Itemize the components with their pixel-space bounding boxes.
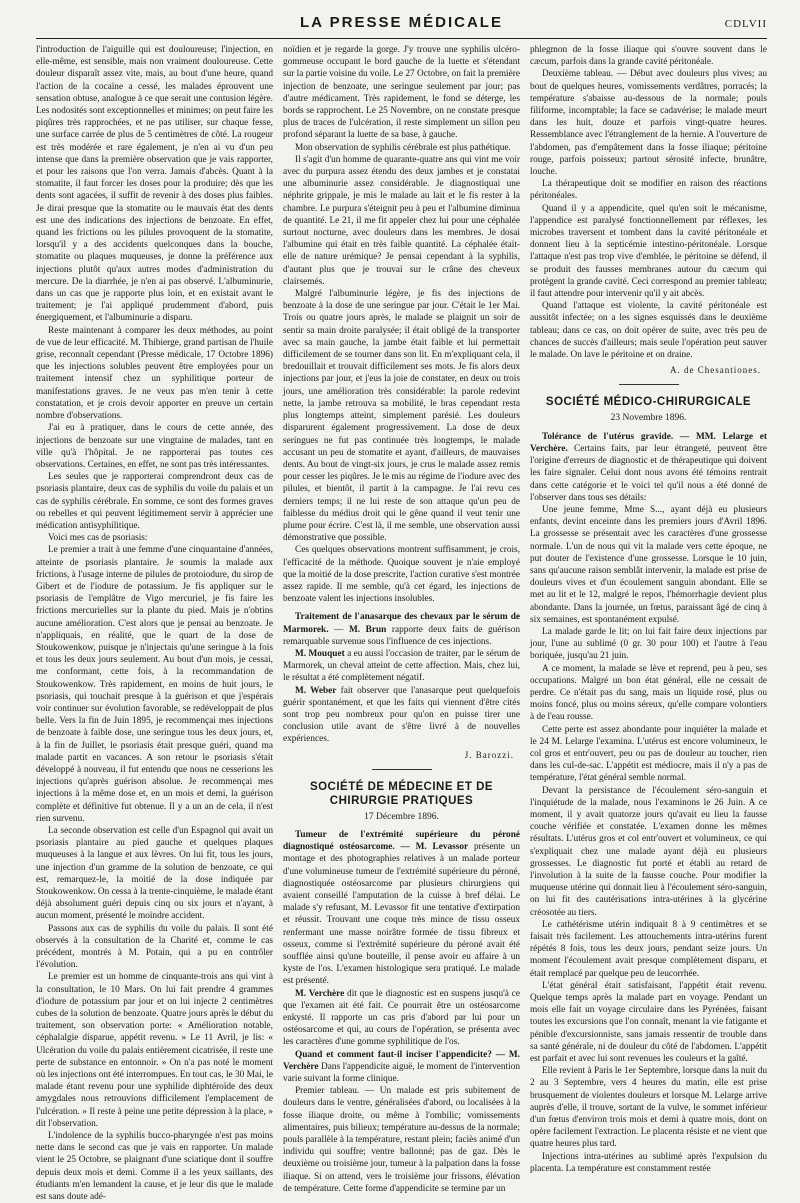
paragraph: Le cathétérisme utérin indiquait 8 à 9 centimètres et se faisait très facilement. Les attouchements intra-utérins furent répétés 8 fois, tous les deux jours, pendant seize jours. Un moment l'écoulement avait presque complètement disparu, et était remplacé par quelque peu de leucorrhée. (530, 919, 767, 979)
paragraph: Il s'agit d'un homme de quarante-quatre ans qui vint me voir avec du purpura assez étendu des deux jambes et je constatai une albuminurie assez considérable. Je diagnostiquai une néphrite grippale, je mis le malade au lait et le fis rester à la chambre. Le purpura s'éteignit peu à peu et l'albumine diminua de quantité. Le 21, il me fit appeler chez lui pour une céphalée surtout nocturne, avec douleurs dans les membres. Je dosai l'albumine qui était en très faible quantité. La céphalée était-elle de nature urémique? Je pensai cependant à la syphilis, d'autant plus que je trouvai sur le crâne des cheveux clairsemés. (283, 154, 520, 287)
paragraph: phlegmon de la fosse iliaque qui s'ouvre souvent dans le cæcum, parfois dans la grande cavité péritonéale. (530, 45, 767, 68)
page-number: CDLVII (724, 18, 767, 30)
item-speaker: — M. Verchère (283, 1049, 520, 1072)
paragraph: Cette perte est assez abondante pour inquiéter la malade et le 24 M. Lelarge l'examina. L'utérus est encore volumineux, le col gros et entr'ouvert, peu ou pas de douleur au toucher, rien dans les cul-de-sac. L'appétit est médiocre, mais il n'y a pas de température, l'état général semble normal. (530, 724, 767, 784)
report-item (283, 648, 520, 685)
report-item (283, 829, 520, 988)
paragraph: Le premier est un homme de cinquante-trois ans qui vint à la consultation, le 10 Mars. On lui fait prendre 4 grammes d'iodure de potassium par jour et on lui injecte 2 centimètres cubes de la solution de benzoate. Quatre jours après le début du traitement, son observation porte: « Amélioration notable, céphalalgie disparue, appétit revenu. » Le 11 Avril, je lis: « Ulcération du voile du palais entièrement cicatrisée, il reste une perte de substance en entonnoir. » On n'a pas noté le moment où les injections ont été interrompues. En tout cas, le 30 Mai, le malade étant revenu pour une syphilide diphtéroïde des deux amygdales nous retrouvions difficilement l'emplacement de l'ulcération. » Il reste à peine une petite dépression à la place, » dit l'observation. (36, 972, 273, 1129)
article-columns (36, 44, 767, 1203)
report-item (530, 431, 767, 504)
paragraph: La seconde observation est celle d'un Espagnol qui avait un psoriasis plantaire au pied gauche et quelques plaques muqueuses à la langue et aux lèvres. On lui fit, tous les jours, une injection d'un gramme de la solution de benzoate, ce qui est, remarquez-le, la moitié de la dose indiquée par Stoukowenkow. On cessa à la trente-cinquième, le malade étant déjà absolument guéri depuis cinq ou six jours et n'ayant, à aucun moment, présenté le moindre accident. (36, 826, 273, 922)
paragraph: J'ai eu à pratiquer, dans le cours de cette année, des injections de benzoate sur une vingtaine de malades, tant en ville qu'à l'hôpital. Je ne rapporterai pas toutes ces observations. Certaines, en effet, ne sont pas très intéressantes. (36, 423, 273, 470)
section-date: 17 Décembre 1896. (364, 811, 439, 822)
item-speaker: — MM. Lelarge et Verchère. (530, 431, 767, 454)
item-speaker: M. Weber (295, 685, 337, 696)
paragraph: La thérapeutique doit se modifier en raison des réactions péritonéales. (530, 179, 767, 202)
item-text: Certains faits, par leur étrangeté, peuvent être l'origine d'erreurs de diagnostic et de thérapeutique qui doivent les faire signaler. Celui dont nous avons été témoins rentrait dans cette catégorie et le voici tel qu'il nous a été donné de l'observer dans tous ses détails: (530, 443, 767, 503)
paragraph: Le premier a trait à une femme d'une cinquantaine d'années, atteinte de psoriasis plantaire. Je soumis la malade aux frictions, à l'usage interne de pilules de protoiodure, du sirop de Gibert et de l'iodure de potassium. Je fis appliquer sur le psoriasis de l'emplâtre de Vigo mercuriel, je fis faire les frictions mercurielles sur la plante du pied. Mais je n'obtins aucune amélioration. C'est alors que je pensai au benzoate. Je n'appliquais, en réalité, que le quart de la dose de Stoukowenkow, puisque je n'injectais qu'une seringue à la fois et tous les deux jours seulement. Au bout d'un mois, je cessai, me conformant, cette fois, à la recommandation de Stoukowenkow. Très rapidement, en moins de huit jours, le psoriasis, qui touchait presque à la guérison et que j'espérais voir continuer sur évolution favorable, se redéveloppait de plus belle. Vers la fin de Juin 1895, je recommençai mes injections de benzoate à faible dose, une seringue tous les deux jours, et, à la fin de Juillet, le psoriasis était presque guéri, quand ma malade partit en vacances. A son retour le psoriasis s'était développé à nouveau, il fut entendu que nous ne cesserions les injections qu'après guérison absolue. Je recommençai mes injections à la même dose et, en un mois et demi, la guérison complète et définitive fut obtenue. Il y a un an de cela, il n'est rien survenu. (36, 545, 273, 824)
item-text: Dans l'appendicite aiguë, le moment de l'intervention varie suivant la forme clinique. (283, 1061, 521, 1085)
paragraph: Ces quelques observations montrent suffisamment, je crois, l'efficacité de la méthode. Quoique souvent je n'aie employé que la moitié de la dose prescrite, l'action curative s'est montrée assez rapide. Il me semble, qu'à cet égard, les injections de benzoate valent les injections insolubles. (283, 545, 520, 605)
paragraph: Les seules que je rapporterai comprendront deux cas de psoriasis plantaire, deux cas de syphilis du voile du palais et un cas de syphilis cérébrale. En somme, ce sont des formes graves ou rebelles et qui peuvent légitimement servir à apprécier une médication antisyphilitique. (36, 472, 273, 531)
item-text: dit que le diagnostic est en suspens jusqu'à ce que l'examen ait été fait. Ce pourrait être un ostéosarcome enkysté. Il rapporte un cas pris d'abord par lui pour un ostéosarcome et qui, au cours de l'opération, se présenta avec les caractères d'une gomme syphilitique de l'os. (283, 988, 521, 1048)
paragraph: Passons aux cas de syphilis du voile du palais. Il sont été observés à la consultation de la Charité et, comme le cas précédent, montrés à M. Potain, qui a pu en contrôler l'évolution. (36, 923, 273, 971)
paragraph: Mon observation de syphilis cérébrale est plus pathétique. (295, 142, 511, 153)
author-signature: J. Barozzi. (464, 749, 514, 760)
column-2 (283, 44, 521, 1194)
item-speaker: M. Mouquet (295, 648, 345, 659)
paragraph: Quand l'attaque est violente, la cavité péritonéale est aussitôt infectée; on a les signes esquissés dans le deuxième tableau; dans ce cas, on doit opérer de suite, avec très peu de chances de succès d'ailleurs; mais seule l'opération peut sauver le malade. On lave le péritoine et on draine. (530, 301, 767, 361)
item-text: a eu aussi l'occasion de traiter, par le sérum de Marmorek, un cheval atteint de cette affection. Mais, chez lui, le résultat a été complètement négatif. (283, 648, 520, 684)
page-header (36, 12, 767, 39)
report-item (283, 1049, 520, 1086)
paragraph: Deuxième tableau. — Début avec douleurs plus vives; au bout de quelques heures, vomissements verdâtres, porracés; la température s'abaisse au-dessous de la normale; pouls filiforme, incomptable; la face se cadavérise; le malade meurt dans les huit, douze et parfois vingt-quatre heures. Ressemblance avec l'étranglement de la hernie. A l'ouverture de l'abdomen, pas d'empâtement dans la fosse iliaque; péritoine rouge, parfois poisseux; partout sérosité infecte, brunâtre, louche. (530, 69, 767, 178)
paragraph: Quand il y a appendicite, quel qu'en soit le mécanisme, l'appendice est paralysé fonctionnellement par réflexes, les microbes traversent et tombent dans la cavité péritonéale et donnent lieu à la septicémie intestino-péritonéale. Lorsque l'attaque n'est pas trop vive d'emblée, le péritoine se défend, il se produit des fausses membranes autour du cæcum qui protègent la grande cavité. Ceci correspond au premier tableau; il faut attendre pour intervenir qu'il y ait abcès. (530, 203, 767, 300)
author-signature: A. de Chesantiones. (670, 365, 761, 376)
item-title: Tumeur de l'extrémité supérieure du péroné diagnostiqué ostéosarcome. (283, 829, 520, 853)
paragraph: l'introduction de l'aiguille qui est douloureuse; l'injection, en elle-même, est sensible, mais non vraiment douloureuse. Cette douleur disparaît assez vite, mais, au bout d'une heure, quand l'action de la cocaïne a cessé, les malades éprouvent une sensation obtuse, analogue à ce que serait une contusion légère. Les nodosités sont exceptionnelles et minimes; on peut faire les piqûres très rapprochées, et ne pas utiliser, sur chaque fesse, une surface carrée de plus de 5 centimètres de côté. La rougeur est très modérée et rare également, je n'en ai vu d'un peu intense que dans la première observation que je vais rapporter, et pour les raisons que l'on verra. Jamais d'abcès. Quant à la stomatite, il faut forcer les doses pour la produire; dès que les dents sont agacées, il suffit de revenir à des doses plus faibles. Je dirai presque que la stomatite ou le mauvais état des dents est une des indications des injections de benzoate. En effet, quand les frictions ou les pilules provoquent de la stomatite, lorsqu'il y a des accidents quelconques dans la bouche, stomatite ou plaques muqueuses, je donne la préférence aux injections plutôt qu'aux autres modes d'administration du mercure. De la diarrhée, je n'en ai pas observé. L'albuminurie, dans un cas que je rapporte plus loin, et en existait avant le traitement; je l'ai appliqué prudemment d'abord, puis énergiquement, et l'albuminurie a disparu. (36, 45, 273, 324)
section-heading: SOCIÉTÉ MÉDICO-CHIRURGICALE (545, 396, 752, 409)
paragraph: L'état général était satisfaisant, l'appétit était revenu. Quelque temps après la malade part en voyage. Pendant un mois elle fait un voyage circulaire dans les Pyrénées, faisant toutes les excursions que l'on connaît, menant la vie fatigante et pénible d'excursionniste, sans jamais ressentir de trouble dans sa santé générale, ni de douleur du côté de l'abdomen. L'appétit est parfait et avec lui sont revenues les couleurs et la gaîté. (530, 980, 767, 1065)
paragraph: Reste maintenant à comparer les deux méthodes, au point de vue de leur efficacité. M. Thibierge, grand partisan de l'huile grise, reconnaît cependant (Presse médicale, 17 Octobre 1896) que les injections solubles peuvent être employées pour un traitement intensif chez un syphilitique porteur de manifestations graves. Je ne veux pas m'en tenir à cette constatation, et je crois devoir apporter en preuve un certain nombre d'observations. (36, 325, 273, 422)
paragraph: Une jeune femme, Mme S..., ayant déjà eu plusieurs enfants, devint enceinte dans les premiers jours d'Avril 1896. La grossesse se présentait avec les caractères d'une grossesse normale. L'un de nous qui vit la malade vers cette époque, ne put douter de l'existence d'une grossesse. Lorsque le 10 juin, sans qu'aucune raison semblât intervenir, la malade est prise de douleurs vives et d'un écoulement sanguin abondant. Elle se met au lit et le 12, malgré le repos, l'hémorrhagie devient plus abondante. Dans la journée, un fœtus, paraissant âgé de cinq à six semaines, est spontanément expulsé. (530, 504, 767, 625)
paragraph: Injections intra-utérines au sublimé après l'expulsion du placenta. La température est constamment restée (530, 1151, 767, 1174)
paragraph: Malgré l'albuminurie légère, je fis des injections de benzoate à la dose de une seringue par jour. C'était le 1er Mai. Trois ou quatre jours après, le malade se plaignit un soir de sentir sa main droite paralysée; il était obligé de la transporter avec sa main gauche, la jambe était faible et lui permettait difficilement de se tourner dans son lit. En m'expliquant cela, il bredouillait et trouvait difficilement ses mots. Je fis alors deux injections par jour, et j'eus la joie de constater, en deux ou trois jours, une amélioration très considérable: la parole redevint nette, la jambe retrouva sa mobilité, le bras cependant resta plus longtemps atteint, simplement parésié. Les douleurs disparurent également progressivement. La dose de deux seringues ne fut pas continuée très longtemps, le malade accusant un peu de stomatite et ayant, d'ailleurs, de mauvaises dents. Au bout de vingt-six jours, je crus le malade assez remis pour cesser les piqûres. Je le mis au régime de l'iodure avec des pilules, et bientôt, il partit à la campagne. Je l'ai revu ces derniers temps; il ne lui reste de son attaque qu'un peu de faiblesse du médius droit qui le gêne quand il veut tenir une plume pour écrire. C'est là, il me semble, une observation aussi démonstrative que possible. (283, 289, 520, 544)
paragraph: L'indolence de la syphilis bucco-pharyngée n'est pas moins nette dans le second cas que je vais en rapporter. Un malade vient le 25 Octobre, se plaignant d'une sciatique dont il souffre depuis deux mois et demi. Comme il a les yeux saillants, des étudiants m'en lemandent la cause, et je leur dis que le malade est sans doute adé- (36, 1131, 273, 1203)
paragraph: Elle revient à Paris le 1er Septembre, lorsque dans la nuit du 2 au 3 Septembre, vers 4 heures du matin, elle est prise brusquement de violentes douleurs et lorsque M. Lelarge arrive auprès d'elle, il trouve, sortant de la vulve, le sommet inférieur d'un fœtus d'environ trois mois et demi à quatre mois, dont on opère facilement l'extraction. Le placenta résiste et ne vient que quatre heures plus tard. (530, 1066, 767, 1150)
column-3 (530, 44, 767, 1174)
item-speaker: — M. Levassor (400, 842, 469, 853)
item-text: fait observer que l'anasarque peut quelquefois guérir spontanément, et que les faits qui viennent d'être cités sont trop peu nombreux pour qu'on en puisse tirer une conclusion utile avant de s'être livré à de nouvelles expériences. (283, 685, 521, 745)
section-divider (619, 384, 679, 385)
report-item (283, 685, 520, 746)
paragraph: La malade garde le lit; on lui fait faire deux injections par jour, l'une au sublimé (0 gr. 30 pour 100) et l'autre à l'eau boriquée, jusqu'au 21 juin. (530, 626, 767, 662)
item-speaker: M. Verchère (295, 988, 345, 999)
item-text: présente un montage et des photographies relatives à un malade porteur d'une volumineuse tumeur de l'extrémité supérieure du péroné, diagnostiquée ostéosarcome par plusieurs chirurgiens qui avaient conseillé l'amputation de la cuisse à bref délai. Le malade s'y refusant, M. Levassor fit une tentative d'extirpation et réussit. Trouvant une coque très mince de tissu osseux renfermant une masse noirâtre formée de tissu fibreux et osseux, comme si l'extrémité supérieure du péroné avait été soufflée ainsi qu'une bouteille, il pense avoir eu affaire à un kyste de l'os. L'examen histologique sera pratiqué. Le malade est présenté. (283, 842, 521, 987)
paragraph: noïdien et je regarde la gorge. J'y trouve une syphilis ulcéro-gommeuse occupant le bord gauche de la luette et s'étendant sur la partie voisine du voile. Le 27 Octobre, on fait la première injection de benzoate, une seringue seulement par jour; pas d'autre médicament. Très rapidement, le fond se déterge, les bords se rapprochent. Le 25 Novembre, on ne constate presque plus de traces de l'ulcération, il reste simplement un sillon peu profond séparant la luette de sa base, à gauche. (283, 45, 520, 141)
paragraph: A ce moment, la malade se lève et reprend, peu à peu, ses occupations. Malgré un bon état général, elle ne cessait de perdre. Ce n'était pas du sang, mais un liquide rosé, plus ou moins foncé, plus ou moins séreux, qu'elle compare volontiers à de l'eau rousse. (530, 663, 767, 723)
item-title: Tolérance de l'utérus gravide. (542, 431, 674, 442)
column-1 (36, 44, 273, 1203)
paragraph: Devant la persistance de l'écoulement séro-sanguin et l'inquiétude de la malade, nous l'examinons le 26 Juin. A ce moment, il y avait quatorze jours qu'avait eu lieu la fausse couche vérifiée et constatée. L'examen donne les mêmes résultats. L'utérus gros et col entr'ouvert et volumineux, ce qui s'expliquait chez une malade ayant déjà eu plusieurs grossesses. Le diagnostic fut porté et établi au retard de l'involution à la suite de la fausse couche. Pour modifier la muqueuse utérine qui donnait lieu à l'écoulement séro-sanguin, on lui fit des cautérisations intra-utérines à la glycérine créosotée au tiers. (530, 785, 767, 918)
report-item: Traitement de l'anasarque des chevaux par le sérum de Marmorek. — M. Brun rapporte deux faits de guérison remarquable survenue sous l'influence de ces injections. (283, 612, 521, 647)
section-heading: SOCIÉTÉ DE MÉDECINE ET DE CHIRURGIE PRATIQUES (309, 780, 494, 807)
paragraph: Voici mes cas de psoriasis: (48, 533, 148, 544)
section-date: 23 Novembre 1896. (610, 413, 687, 424)
journal-title: LA PRESSE MÉDICALE (300, 14, 503, 31)
item-title: Quand et comment faut-il inciser l'appendicite? (295, 1049, 492, 1060)
item-text: rapporte deux faits de guérison remarquable survenue sous l'influence de ces injections. (283, 624, 521, 647)
item-speaker: M. Brun (348, 624, 387, 635)
paragraph: Premier tableau. — Un malade est pris subitement de douleurs dans le ventre, généralisées d'abord, ou localisées à la fosse iliaque droite, ou même à l'ombilic; vomissements alimentaires, puis bilieux; température au-dessus de la normale; pouls parallèle à la température, restant plein; faciès animé d'un individu qui souffre; ventre ballonné; pas de gaz. Dès le deuxième ou troisième jour, tumeur à la palpation dans la fosse iliaque. Si on attend, vers le troisième jour frissons, élévation de température. Cette forme d'appendicite se termine par un (283, 1086, 520, 1194)
section-divider (372, 769, 432, 770)
report-item (283, 988, 520, 1049)
item-title: Traitement de l'anasarque des chevaux par le sérum de Marmorek. (283, 612, 520, 635)
